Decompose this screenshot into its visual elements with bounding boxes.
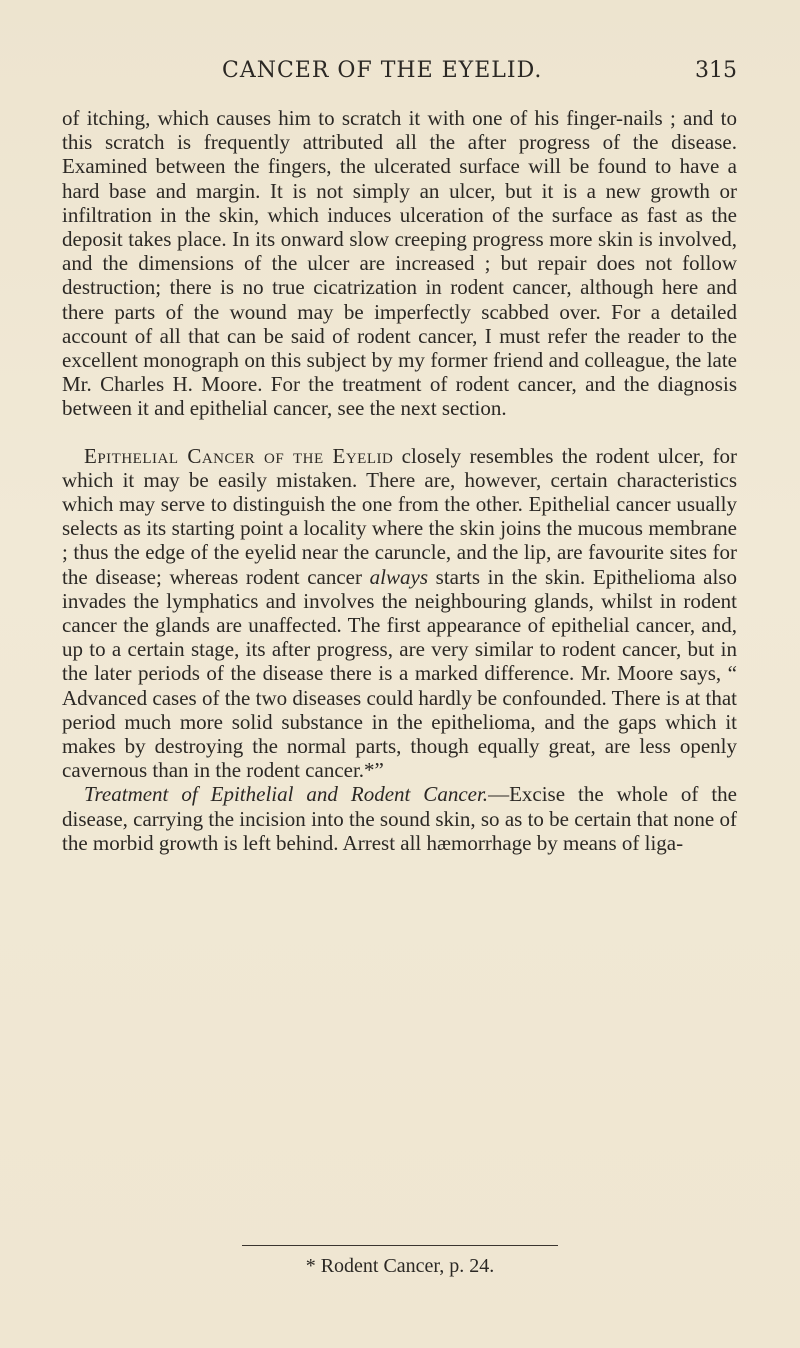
paragraph-gap bbox=[62, 421, 737, 444]
paragraph-epithelial-cancer bbox=[62, 444, 737, 783]
emphasis-always: always bbox=[369, 564, 428, 589]
paragraph-treatment bbox=[62, 782, 737, 855]
running-title: CANCER OF THE EYELID. bbox=[222, 58, 543, 83]
footnote-divider bbox=[242, 1245, 558, 1246]
page-number: 315 bbox=[695, 58, 737, 83]
section-heading-treatment: Treatment of Epithelial and Rodent Cancer. bbox=[84, 782, 489, 807]
paragraph-text: closely resembles the rodent ulcer, for which it may be easily mistaken. There are, however, certain characteristics which may serve to distinguish the one from the other. Epithelial cancer usually selects as its starting point a locality where the skin joins the mucous membrane ; thus the edge of the eyelid near the caruncle, and the lip, are favourite sites for the disease; whereas rodent cancer bbox=[62, 443, 737, 589]
paragraph-rodent-cancer: of itching, which causes him to scratch it with one of his finger-nails ; and to this scratch is frequently attributed all the after progress of the disease. Examined between the fingers, the ulcerated surface will be found to have a hard base and margin. It is not simply an ulcer, but it is a new growth or infiltration in the skin, which induces ulceration of the surface as fast as the deposit takes place. In its onward slow creeping progress more skin is involved, and the dimensions of the ulcer are increased ; but repair does not follow destruction; there is no true cicatrization in rodent cancer, although here and there parts of the wound may be imperfectly scabbed over. For a detailed account of all that can be said of rodent cancer, I must refer the reader to the excellent monograph on this subject by my former friend and colleague, the late Mr. Charles H. Moore. For the treatment of rodent cancer, and the diagnosis between it and epithelial cancer, see the next section. bbox=[62, 106, 737, 421]
footnote: * Rodent Cancer, p. 24. bbox=[305, 1255, 495, 1277]
paragraph-text: —Excise the whole of the disease, carrying the incision into the sound skin, so as to be certain that none of the morbid growth is left behind. Arrest all hæmorrhage by means of liga- bbox=[62, 782, 737, 855]
page-header bbox=[0, 58, 800, 88]
paragraph-text: starts in the skin. Epithelioma also invades the lymphatics and involves the neighbouring glands, whilst in rodent cancer the glands are unaffected. The first appearance of epithelial cancer, and, up to a certain stage, its after progress, are very similar to rodent cancer, but in the later periods of the disease there is a marked difference. Mr. Moore says, “ Advanced cases of the two diseases could hardly be confounded. There is at that period much more solid substance in the epithelioma, and the gaps which it makes by destroying the normal parts, though equally great, are less openly cavernous than in the rodent cancer.*” bbox=[62, 564, 737, 783]
section-heading-epithelial-cancer: Epithelial Cancer of the Eyelid bbox=[84, 443, 394, 468]
body-text bbox=[62, 106, 737, 855]
